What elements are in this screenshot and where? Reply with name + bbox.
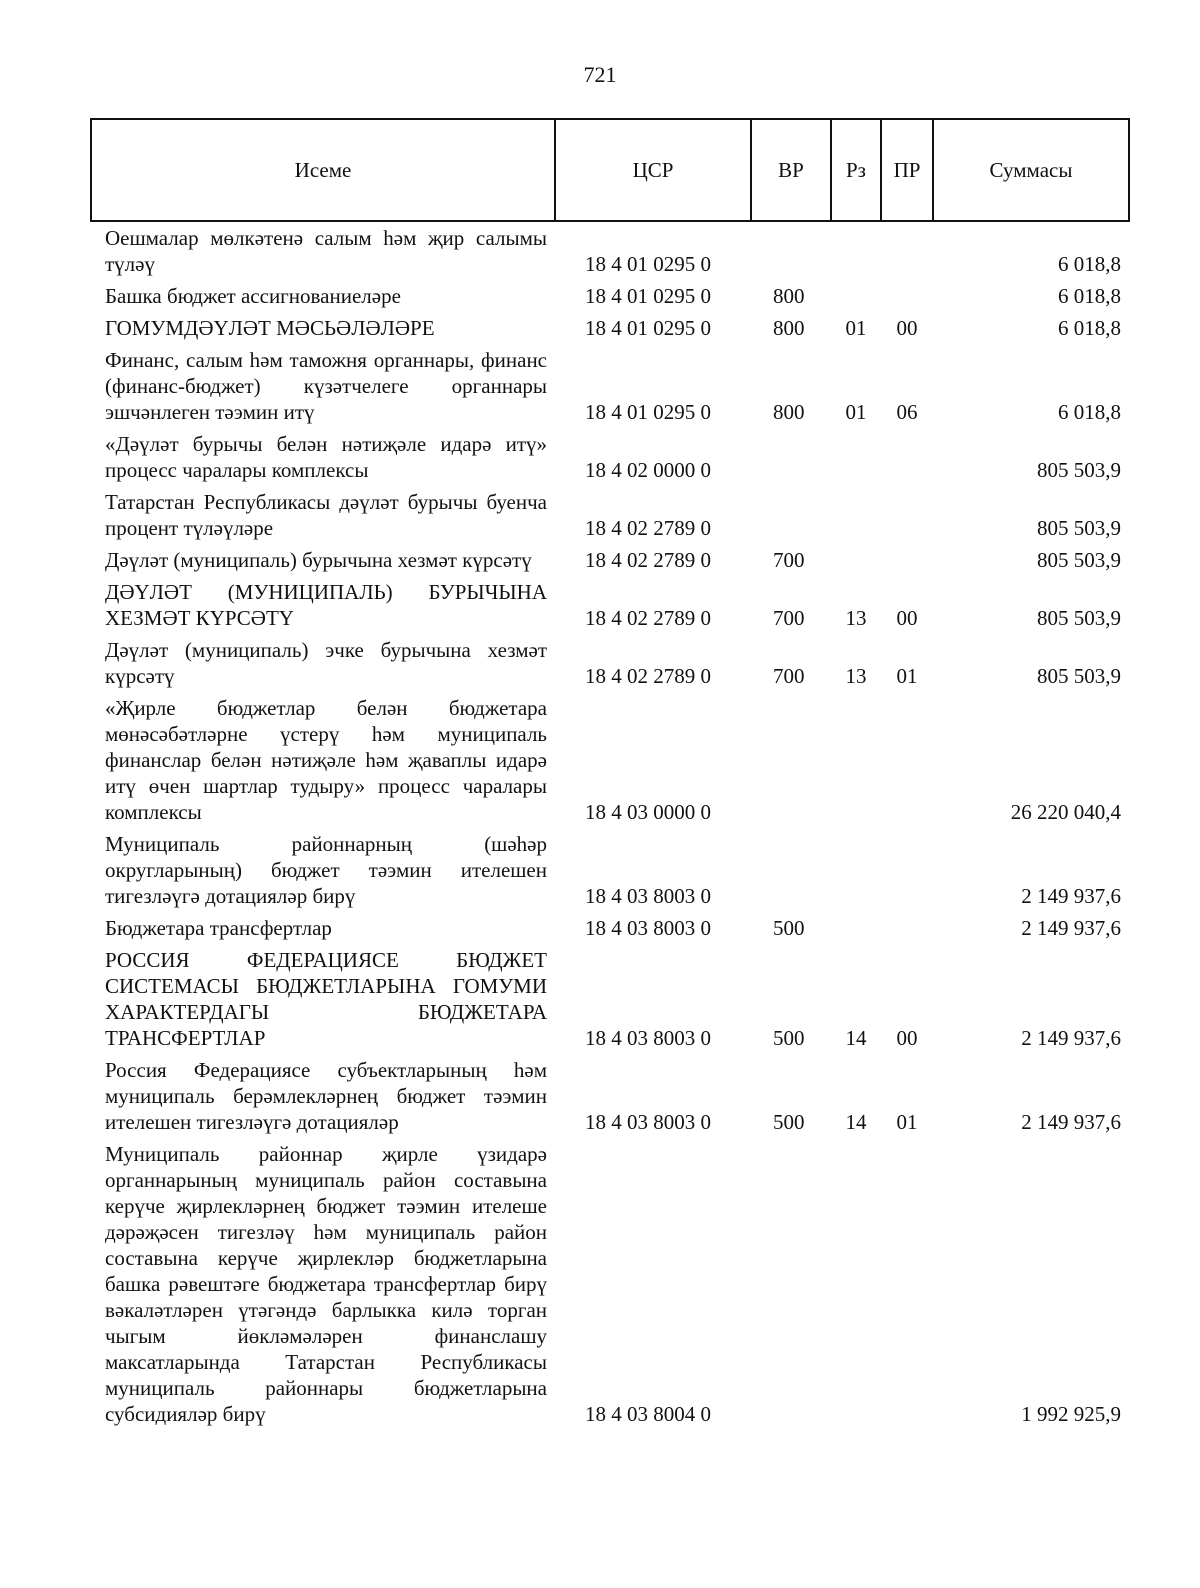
row-csr: 18 4 01 0295 0 xyxy=(585,316,711,340)
header-pr: ПР xyxy=(881,119,933,221)
row-csr: 18 4 02 0000 0 xyxy=(585,458,711,482)
row-name: ДӘҮЛӘТ (МУНИЦИПАЛЬ) БУРЫЧЫНА ХЕЗМӘТ КҮРСӘТҮ xyxy=(105,580,547,630)
row-sum: 6 018,8 xyxy=(1058,252,1121,276)
row-csr: 18 4 02 2789 0 xyxy=(585,548,711,572)
row-vr: 800 xyxy=(773,284,805,308)
row-rz xyxy=(831,1138,881,1430)
row-pr: 00 xyxy=(896,1026,918,1050)
table-row xyxy=(91,544,1129,576)
row-pr xyxy=(881,486,933,544)
row-sum: 2 149 937,6 xyxy=(1021,916,1121,940)
row-rz: 13 xyxy=(845,606,867,630)
table-row xyxy=(91,221,1129,280)
row-rz: 14 xyxy=(845,1026,867,1050)
row-name: Муниципаль районнарның (шәһәр округларының) бюджет тәэмин ителешен тигезләүгә дотацияләр бирү xyxy=(105,832,547,908)
row-name: РОССИЯ ФЕДЕРАЦИЯСЕ БЮДЖЕТ СИСТЕМАСЫ БЮДЖЕТЛАРЫНА ГОМУМИ ХАРАКТЕРДАГЫ БЮДЖЕТАРА ТРАНСФЕРТЛАР xyxy=(105,948,547,1050)
row-rz xyxy=(831,692,881,828)
row-name: Бюджетара трансфертлар xyxy=(105,916,332,940)
row-name: Башка бюджет ассигнованиеләре xyxy=(105,284,401,308)
row-name: Финанс, салым һәм таможня органнары, финанс (финанс-бюджет) күзәтчелеге органнары эшчәнлеген тәэмин итү xyxy=(105,348,547,424)
row-rz xyxy=(831,486,881,544)
table-row xyxy=(91,344,1129,428)
row-rz xyxy=(831,912,881,944)
row-csr: 18 4 03 8003 0 xyxy=(585,916,711,940)
row-vr: 800 xyxy=(773,316,805,340)
row-rz: 01 xyxy=(845,316,867,340)
row-name: Дәүләт (муниципаль) бурычына хезмәт күрсәтү xyxy=(105,548,532,572)
row-sum: 6 018,8 xyxy=(1058,316,1121,340)
header-csr: ЦСР xyxy=(555,119,751,221)
table-row xyxy=(91,1054,1129,1138)
row-sum: 1 992 925,9 xyxy=(1021,1402,1121,1426)
row-pr xyxy=(881,692,933,828)
row-rz xyxy=(831,280,881,312)
row-pr: 01 xyxy=(896,664,918,688)
row-csr: 18 4 02 2789 0 xyxy=(585,664,711,688)
row-vr xyxy=(751,221,831,280)
row-vr: 500 xyxy=(773,1110,805,1134)
table-row xyxy=(91,312,1129,344)
row-csr: 18 4 03 8003 0 xyxy=(585,1026,711,1050)
row-name: ГОМУМДӘҮЛӘТ МӘСЬӘЛӘЛӘРЕ xyxy=(105,316,435,340)
row-pr xyxy=(881,428,933,486)
row-pr xyxy=(881,1138,933,1430)
row-vr xyxy=(751,828,831,912)
table-row xyxy=(91,428,1129,486)
row-name: «Дәүләт бурычы белән нәтиҗәле идарә итү» процесс чаралары комплексы xyxy=(105,432,547,482)
row-csr: 18 4 01 0295 0 xyxy=(585,252,711,276)
table-row xyxy=(91,486,1129,544)
header-sum: Суммасы xyxy=(933,119,1129,221)
row-csr: 18 4 03 0000 0 xyxy=(585,800,711,824)
table-header xyxy=(91,119,1129,221)
row-name: Дәүләт (муниципаль) эчке бурычына хезмәт күрсәтү xyxy=(105,638,547,688)
row-rz xyxy=(831,428,881,486)
table-body xyxy=(91,221,1129,1430)
row-csr: 18 4 02 2789 0 xyxy=(585,516,711,540)
table-row xyxy=(91,1138,1129,1430)
row-sum: 2 149 937,6 xyxy=(1021,1026,1121,1050)
row-csr: 18 4 03 8003 0 xyxy=(585,884,711,908)
header-vr: ВР xyxy=(751,119,831,221)
row-sum: 6 018,8 xyxy=(1058,400,1121,424)
table-row xyxy=(91,912,1129,944)
budget-table xyxy=(90,118,1130,1430)
row-vr: 700 xyxy=(773,548,805,572)
row-sum: 805 503,9 xyxy=(1037,458,1121,482)
row-vr: 700 xyxy=(773,664,805,688)
row-name: «Җирле бюджетлар белән бюджетара мөнәсәбәтләрне үстерү һәм муниципаль финанслар белән нәтиҗәле һәм җаваплы идарә итү өчен шартлар тудыру» процесс чаралары комплексы xyxy=(105,696,547,824)
table-row xyxy=(91,828,1129,912)
table-row xyxy=(91,280,1129,312)
row-sum: 2 149 937,6 xyxy=(1021,884,1121,908)
table-row xyxy=(91,576,1129,634)
row-sum: 805 503,9 xyxy=(1037,664,1121,688)
row-name: Татарстан Республикасы дәүләт бурычы буенча процент түләүләре xyxy=(105,490,547,540)
header-rz: Рз xyxy=(831,119,881,221)
row-rz xyxy=(831,828,881,912)
row-sum: 6 018,8 xyxy=(1058,284,1121,308)
row-rz: 13 xyxy=(845,664,867,688)
row-rz: 01 xyxy=(845,400,867,424)
row-csr: 18 4 01 0295 0 xyxy=(585,400,711,424)
row-pr xyxy=(881,544,933,576)
row-rz xyxy=(831,221,881,280)
row-vr: 500 xyxy=(773,1026,805,1050)
row-vr xyxy=(751,428,831,486)
row-name: Муниципаль районнар җирле үзидарә органнарының муниципаль район составына керүче җирлекләрнең бюджет тәэмин ителеше дәрәҗәсен тигезләү һәм муниципаль район составына керүче җирлекләр бюджетларына башка рәвештәге бюджетара трансфертлар бирү вәкаләтләрен үтәгәндә барлыкка килә торган чыгым йөкләмәләрен финанслашу максатларында Татарстан Республикасы муниципаль районнары бюджетларына субсидияләр бирү xyxy=(105,1142,547,1426)
header-name: Исеме xyxy=(91,119,555,221)
row-pr: 01 xyxy=(896,1110,918,1134)
row-sum: 805 503,9 xyxy=(1037,516,1121,540)
row-sum: 805 503,9 xyxy=(1037,606,1121,630)
row-csr: 18 4 01 0295 0 xyxy=(585,284,711,308)
row-pr: 06 xyxy=(896,400,918,424)
row-sum: 26 220 040,4 xyxy=(1010,800,1121,824)
row-pr xyxy=(881,912,933,944)
row-vr: 800 xyxy=(773,400,805,424)
row-vr xyxy=(751,1138,831,1430)
row-vr xyxy=(751,692,831,828)
row-sum: 805 503,9 xyxy=(1037,548,1121,572)
table-row xyxy=(91,634,1129,692)
row-vr xyxy=(751,486,831,544)
row-rz: 14 xyxy=(845,1110,867,1134)
table-row xyxy=(91,692,1129,828)
row-name: Оешмалар мөлкәтенә салым һәм җир салымы түләү xyxy=(105,226,547,276)
page-number: 721 xyxy=(583,62,617,87)
table-row xyxy=(91,944,1129,1054)
row-pr xyxy=(881,828,933,912)
row-vr: 700 xyxy=(773,606,805,630)
row-csr: 18 4 03 8004 0 xyxy=(585,1402,711,1426)
row-pr: 00 xyxy=(896,316,918,340)
row-vr: 500 xyxy=(773,916,805,940)
row-csr: 18 4 02 2789 0 xyxy=(585,606,711,630)
row-pr xyxy=(881,221,933,280)
row-rz xyxy=(831,544,881,576)
row-sum: 2 149 937,6 xyxy=(1021,1110,1121,1134)
row-pr xyxy=(881,280,933,312)
row-name: Россия Федерациясе субъектларының һәм муниципаль берәмлекләрнең бюджет тәэмин ителешен тигезләүгә дотацияләр xyxy=(105,1058,547,1134)
row-csr: 18 4 03 8003 0 xyxy=(585,1110,711,1134)
row-pr: 00 xyxy=(896,606,918,630)
